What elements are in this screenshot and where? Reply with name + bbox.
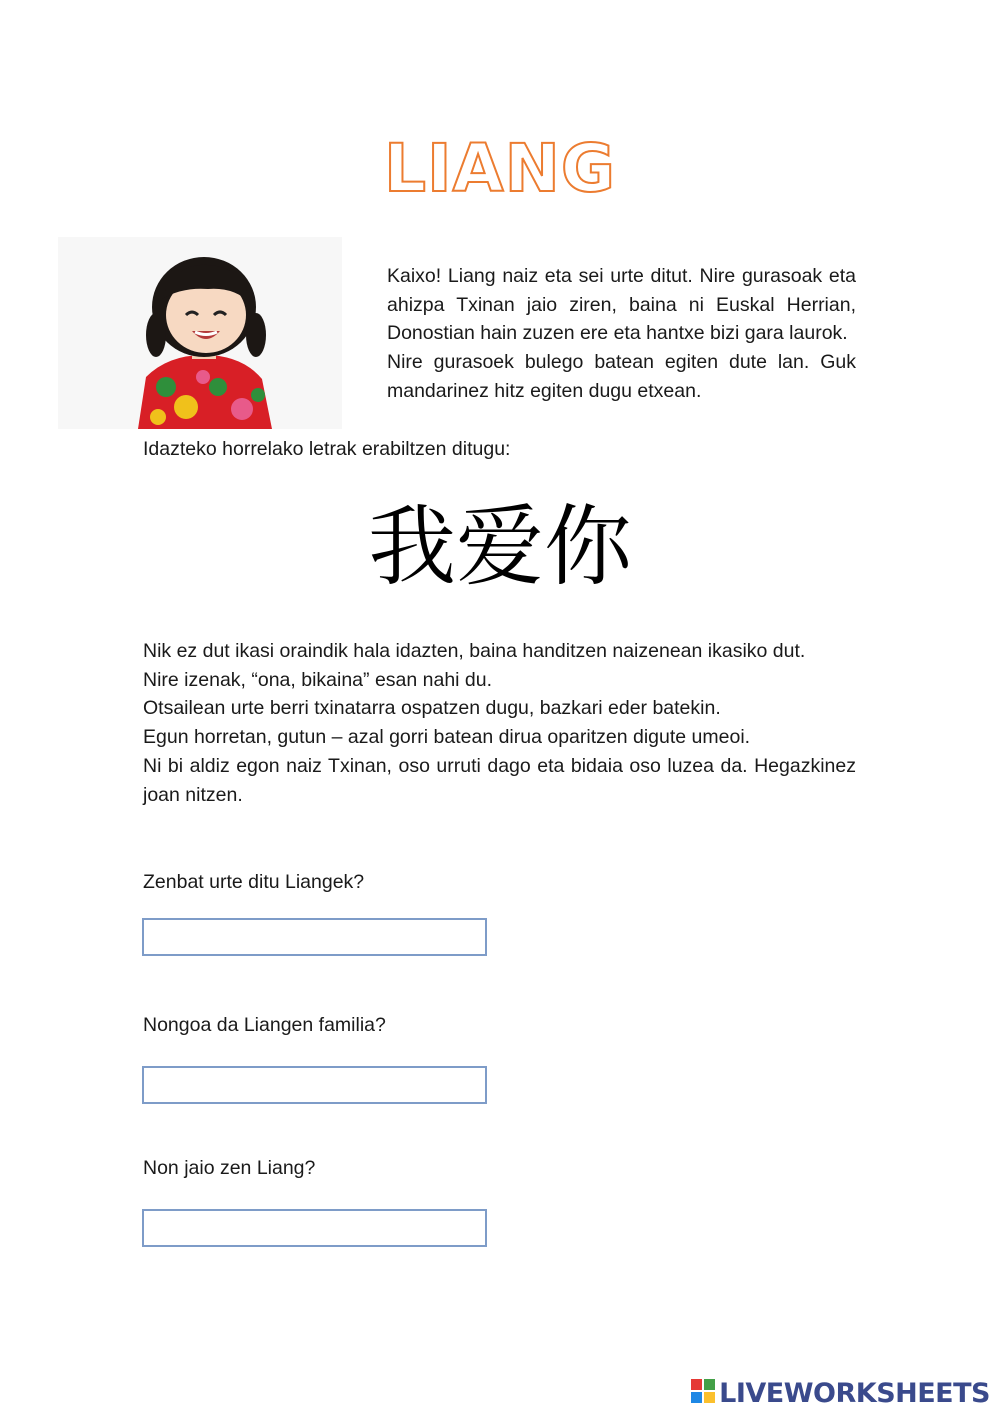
body-paragraph (143, 637, 856, 809)
answer-field-age[interactable] (142, 918, 487, 956)
body-line: Egun horretan, gutun – azal gorri batean dirua oparitzen digute umeoi. (143, 726, 751, 749)
page-title: LIANG (383, 130, 617, 207)
girl-photo (58, 237, 342, 429)
answer-field-birthplace[interactable] (142, 1209, 487, 1247)
question-age: Zenbat urte ditu Liangek? (143, 871, 365, 893)
body-line: Ni bi aldiz egon naiz Txinan, oso urruti dago eta bidaia oso luzea da. Hegazkinez joan nitzen. (143, 754, 856, 806)
chinese-characters: 我爱你 (367, 495, 632, 598)
intro-tail-line: Idazteko horrelako letrak erabiltzen ditugu: (143, 438, 511, 460)
intro-line: Nire gurasoek bulego batean egiten dute lan. Guk mandarinez hitz egiten dugu etxean. (387, 351, 856, 402)
girl-portrait-image (58, 237, 342, 429)
intro-line: Kaixo! Liang naiz eta sei urte ditut. Nire gurasoak eta ahizpa Txinan jaio ziren, baina ni Euskal Herrian, Donostian hain zuzen ere eta hantxe bizi gara laurok. (387, 265, 856, 345)
body-line: Nik ez dut ikasi oraindik hala idazten, baina handitzen naizenean ikasiko dut. (143, 640, 806, 662)
brand-name: LIVEWORKSHEETS (719, 1377, 990, 1409)
intro-paragraph (387, 262, 856, 406)
body-line: Nire izenak, “ona, bikaina” esan nahi du. (143, 668, 493, 691)
question-family-origin: Nongoa da Liangen familia? (143, 1014, 386, 1036)
liveworksheets-brand[interactable] (691, 1376, 990, 1410)
answer-field-family-origin[interactable] (142, 1066, 487, 1104)
liveworksheets-logo-icon (691, 1379, 715, 1408)
body-line: Otsailean urte berri txinatarra ospatzen dugu, bazkari eder batekin. (143, 697, 721, 720)
question-birthplace: Non jaio zen Liang? (143, 1157, 316, 1179)
